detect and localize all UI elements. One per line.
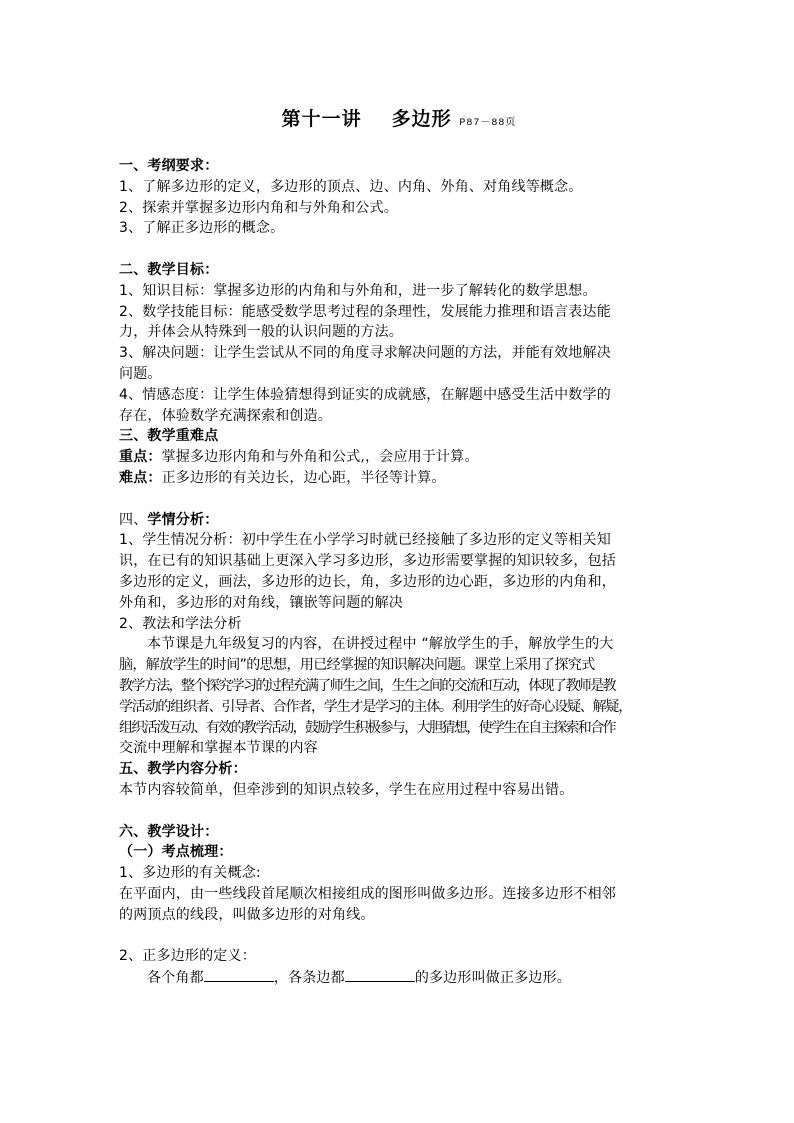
- syllabus-item: 3、了解正多边形的概念。: [119, 220, 285, 237]
- syllabus-item: 2、探索并掌握多边形内角和与外角和公式。: [119, 199, 398, 216]
- section-heading-syllabus: 一、考纲要求：: [119, 158, 219, 174]
- objective-line: 4、情感态度：让学生体验猜想得到证实的成就感，在解题中感受生活中数学的: [119, 386, 611, 403]
- lecture-title: [119, 104, 679, 134]
- blank-sides[interactable]: [345, 967, 415, 982]
- concept-line: 在平面内，由一些线段首尾顺次相接组成的图形叫做多边形。连接多边形不相邻: [119, 885, 616, 902]
- objective-line: 3、解决问题：让学生尝试从不同的角度寻求解决问题的方法，并能有效地解决: [119, 345, 611, 362]
- objective-line: 问题。: [119, 365, 162, 382]
- document-page: [119, 104, 679, 989]
- difficult-point-label: 难点：: [119, 469, 162, 486]
- concept-title: 1、多边形的有关概念:: [119, 865, 261, 882]
- section-heading-content-analysis: 五、教学内容分析：: [119, 761, 247, 778]
- objective-line: 存在，体验数学充满探索和创造。: [119, 407, 332, 424]
- design-subheading: （一）考点梳理：: [119, 844, 233, 861]
- objective-line: 2、数学技能目标：能感受数学思考过程的条理性，发展能力推理和语言表达能: [119, 303, 611, 320]
- syllabus-item: 1、了解多边形的定义，多边形的顶点、边、内角、外角、对角线等概念。: [119, 178, 583, 195]
- objective-line: 1、知识目标：掌握多边形的内角和与外角和，进一步了解转化的数学思想。: [119, 282, 597, 299]
- analysis-line: 识，在已有的知识基础上更深入学习多边形，多边形需要掌握的知识较多，包括: [119, 553, 616, 570]
- blank-angles[interactable]: [204, 967, 274, 982]
- section-heading-design: 六、教学设计：: [119, 823, 219, 840]
- page-range: P87－88页: [459, 118, 517, 129]
- objective-line: 力，并体会从特殊到一般的认识问题的方法。: [119, 324, 403, 341]
- difficult-point-text: 正多边形的有关边长，边心距，半径等计算。: [161, 469, 446, 486]
- lecture-number: 第十一讲: [281, 108, 362, 130]
- method-line: 教学方法，整个探究学习的过程充满了师生之间，生生之间的交流和互动，体现了教师是教: [119, 677, 615, 694]
- method-line: 脑，解放学生的时间”的思想，用已经掌握的知识解决问题。课堂上采用了探究式: [119, 657, 595, 674]
- key-point-line: [119, 447, 679, 468]
- section-heading-key-points: 三、教学重难点: [119, 428, 219, 445]
- method-line: 交流中理解和掌握本节课的内容: [119, 740, 318, 757]
- regular-polygon-title: 2、正多边形的定义：: [119, 948, 256, 965]
- method-line: 组织活泼互动、有效的教学活动，鼓励学生积极参与，大胆猜想，使学生在自主探索和合作: [119, 719, 615, 736]
- content-analysis-text: 本节内容较简单，但牵涉到的知识点较多，学生在应用过程中容易出错。: [119, 781, 574, 798]
- analysis-line: 1、学生情况分析：初中学生在小学学习时就已经接触了多边形的定义等相关知: [119, 532, 611, 549]
- analysis-line: 多边形的定义，画法，多边形的边长，角，多边形的边心距，多边形的内角和，: [119, 573, 616, 590]
- section-heading-student-analysis: 四、学情分析：: [119, 511, 219, 528]
- method-line: 学活动的组织者、引导者、合作者，学生才是学习的主体。利用学生的好奇心设疑、解疑，: [119, 698, 631, 715]
- method-line: 本节课是九年级复习的内容，在讲授过程中 “解放学生的手，解放学生的大: [147, 636, 614, 653]
- difficult-point-line: [119, 468, 679, 489]
- key-point-label: 重点：: [119, 449, 162, 466]
- section-heading-objectives: 二、教学目标：: [119, 261, 219, 278]
- analysis-line: 外角和，多边形的对角线，镶嵌等问题的解决: [119, 594, 403, 611]
- regular-polygon-definition: 各个角都 ，各条边都 的多边形叫做正多边形。: [119, 967, 679, 989]
- key-point-text: 掌握多边形内角和与外角和公式,，会应用于计算。: [161, 449, 479, 466]
- lecture-topic: 多边形: [391, 108, 452, 130]
- concept-line: 的两顶点的线段，叫做多边形的对角线。: [119, 906, 375, 923]
- method-subheading: 2、教法和学法分析: [119, 615, 242, 632]
